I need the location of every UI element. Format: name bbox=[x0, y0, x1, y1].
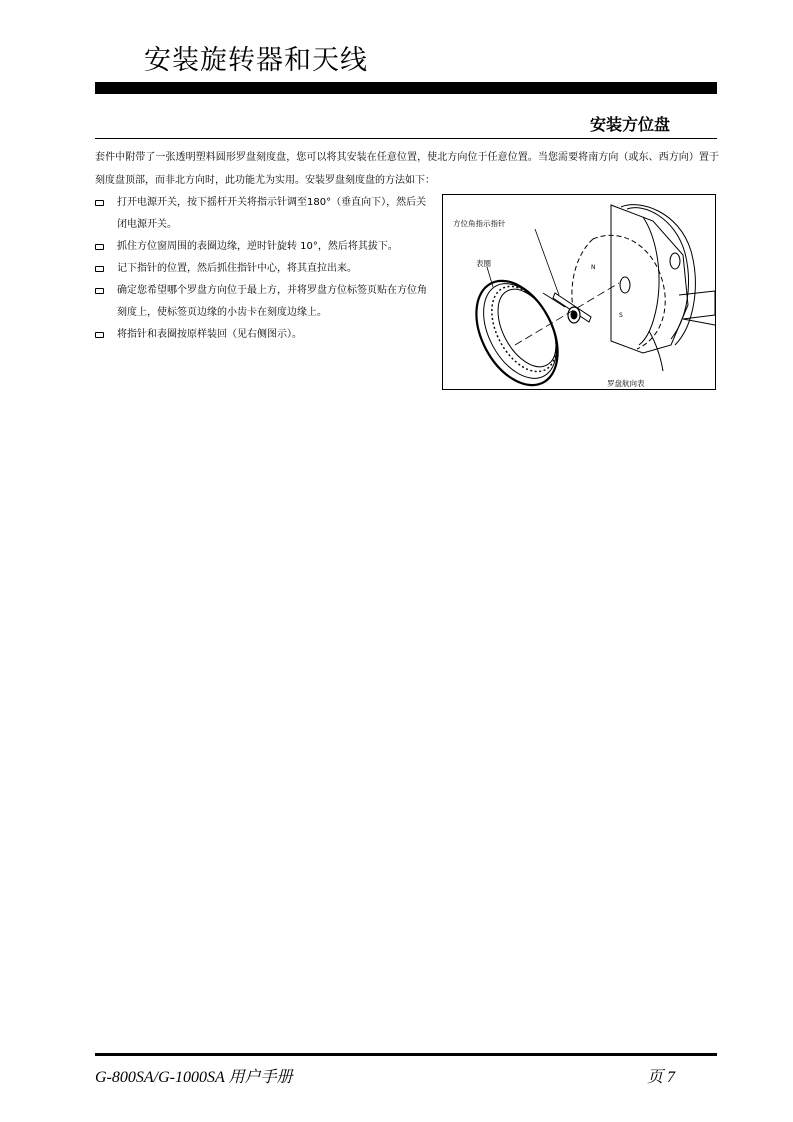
pointer-label: 方位角指示指针 bbox=[453, 219, 506, 228]
instruction-list bbox=[95, 192, 429, 346]
manual-title: G-800SA/G-1000SA 用户手册 bbox=[95, 1069, 293, 1086]
bullet-icon bbox=[95, 200, 104, 206]
section-title: 安装方位盘 bbox=[589, 115, 670, 134]
bullet-icon bbox=[95, 266, 104, 272]
list-item bbox=[95, 324, 429, 346]
list-item bbox=[95, 280, 429, 324]
list-item bbox=[95, 236, 429, 258]
footer-rule bbox=[95, 1053, 717, 1056]
compass-label: 罗盘航向表 bbox=[607, 379, 645, 388]
list-item bbox=[95, 192, 429, 236]
rotator-housing bbox=[611, 205, 715, 353]
section-heading bbox=[95, 112, 717, 136]
svg-text:N: N bbox=[591, 264, 596, 271]
page-title: 安装旋转器和天线 bbox=[144, 45, 368, 76]
step-text: 打开电源开关，按下摇杆开关将指示针调至180°（垂直向下），然后关闭电源开关。 bbox=[117, 197, 427, 230]
assembly-figure bbox=[442, 194, 716, 390]
alignment-axis bbox=[515, 283, 619, 345]
bullet-icon bbox=[95, 244, 104, 250]
indicator-pointer bbox=[543, 293, 591, 323]
step-text: 抓住方位窗周围的表圈边缘，逆时针旋转 10°，然后将其拔下。 bbox=[117, 241, 398, 252]
section-divider bbox=[95, 138, 717, 139]
intro-paragraph: 套件中附带了一张透明塑料圆形罗盘刻度盘，您可以将其安装在任意位置，使北方向位于任意位置。当您需要将南方向（或东、西方向）置于刻度盘顶部，而非北方向时，此功能尤为实用。安装罗盘刻度盘的方法如下： bbox=[95, 152, 719, 186]
step-text: 确定您希望哪个罗盘方向位于最上方，并将罗盘方位标签页贴在方位角刻度上，使标签页边缘的小齿卡在刻度边缘上。 bbox=[117, 285, 427, 318]
bezel-ring bbox=[460, 267, 574, 390]
bullet-icon bbox=[95, 288, 104, 294]
step-text: 记下指针的位置，然后抓住指针中心，将其直拉出来。 bbox=[117, 263, 357, 274]
step-text: 将指针和表圈按原样装回（见右侧图示）。 bbox=[117, 329, 302, 340]
list-item bbox=[95, 258, 429, 280]
page-number: 页 7 bbox=[646, 1069, 675, 1086]
svg-text:S: S bbox=[619, 312, 623, 319]
header-rule bbox=[95, 82, 717, 94]
bullet-icon bbox=[95, 332, 104, 338]
pointer-leader bbox=[535, 229, 559, 295]
bezel-label: 表圈 bbox=[476, 259, 491, 268]
